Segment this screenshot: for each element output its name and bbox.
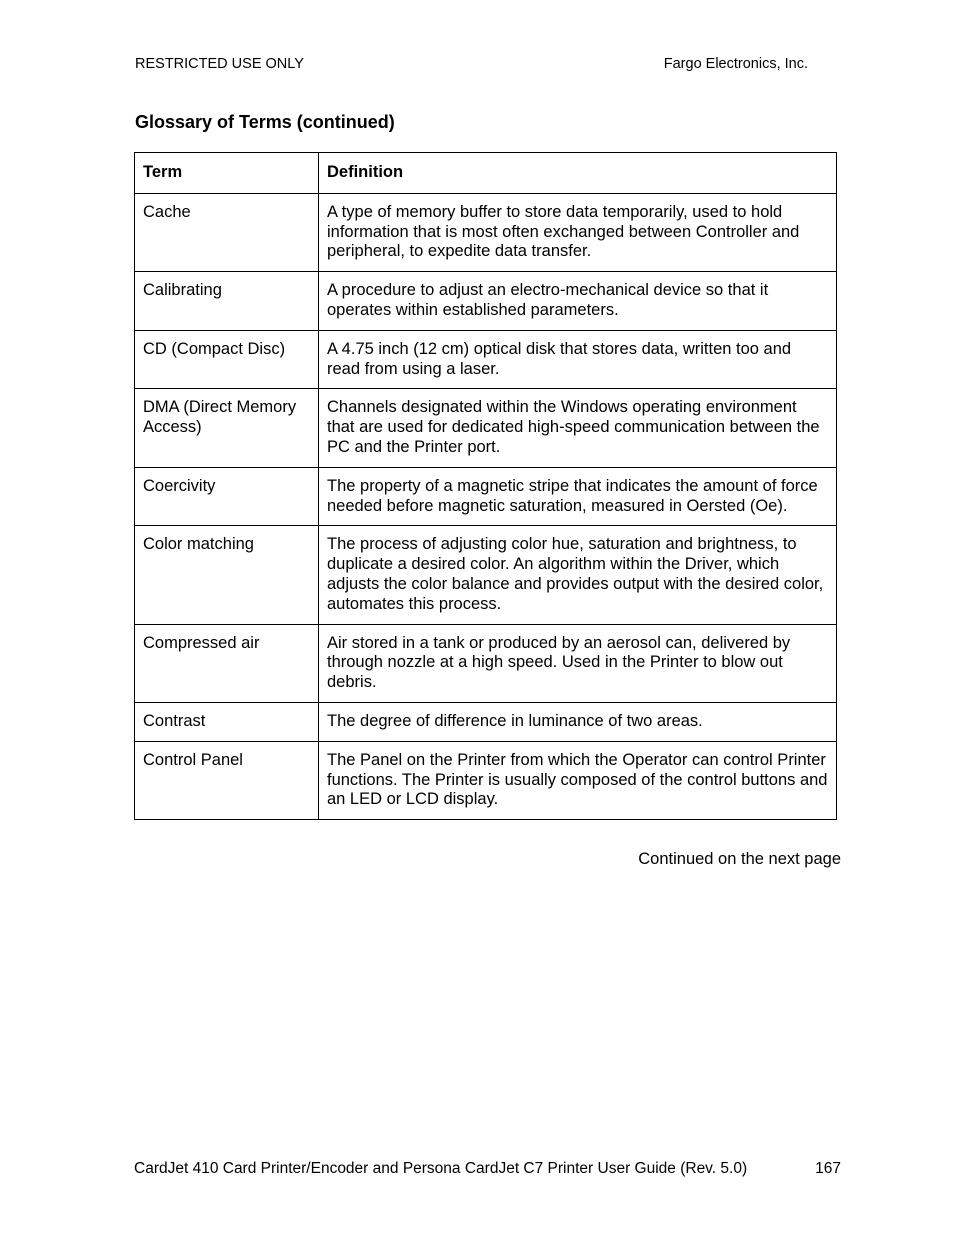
table-row bbox=[135, 389, 837, 467]
table-row bbox=[135, 624, 837, 702]
table-row bbox=[135, 467, 837, 526]
table-row bbox=[135, 330, 837, 389]
term-cell: Calibrating bbox=[135, 272, 319, 331]
column-header-definition: Definition bbox=[319, 153, 837, 194]
term-cell: Color matching bbox=[135, 526, 319, 624]
definition-cell: The process of adjusting color hue, saturation and brightness, to duplicate a desired color. An algorithm within the Driver, which adjusts the color balance and provides output with the desired color, automates this process. bbox=[319, 526, 837, 624]
column-header-term: Term bbox=[135, 153, 319, 194]
header-company-name: Fargo Electronics, Inc. bbox=[663, 56, 808, 72]
glossary-table bbox=[134, 152, 837, 820]
header-restricted-label: RESTRICTED USE ONLY bbox=[135, 56, 304, 72]
term-cell: Control Panel bbox=[135, 741, 319, 819]
definition-cell: The Panel on the Printer from which the Operator can control Printer functions. The Printer is usually composed of the control buttons and an LED or LCD display. bbox=[319, 741, 837, 819]
definition-cell: A 4.75 inch (12 cm) optical disk that stores data, written too and read from using a laser. bbox=[319, 330, 837, 389]
definition-cell: A type of memory buffer to store data temporarily, used to hold information that is most often exchanged between Controller and peripheral, to expedite data transfer. bbox=[319, 193, 837, 271]
table-row bbox=[135, 272, 837, 331]
table-row bbox=[135, 193, 837, 271]
definition-cell: A procedure to adjust an electro-mechanical device so that it operates within established parameters. bbox=[319, 272, 837, 331]
continued-note: Continued on the next page bbox=[638, 850, 841, 868]
footer-document-title: CardJet 410 Card Printer/Encoder and Persona CardJet C7 Printer User Guide (Rev. 5.0) bbox=[134, 1160, 748, 1177]
definition-cell: Channels designated within the Windows operating environment that are used for dedicated high-speed communication between the PC and the Printer port. bbox=[319, 389, 837, 467]
term-cell: Compressed air bbox=[135, 624, 319, 702]
table-row bbox=[135, 702, 837, 741]
term-cell: DMA (Direct Memory Access) bbox=[135, 389, 319, 467]
definition-cell: Air stored in a tank or produced by an aerosol can, delivered by through nozzle at a high speed. Used in the Printer to blow out debris. bbox=[319, 624, 837, 702]
term-cell: CD (Compact Disc) bbox=[135, 330, 319, 389]
footer-page-number: 167 bbox=[815, 1160, 841, 1177]
definition-cell: The degree of difference in luminance of two areas. bbox=[319, 702, 837, 741]
table-row bbox=[135, 741, 837, 819]
definition-cell: The property of a magnetic stripe that indicates the amount of force needed before magnetic saturation, measured in Oersted (Oe). bbox=[319, 467, 837, 526]
term-cell: Contrast bbox=[135, 702, 319, 741]
table-row bbox=[135, 526, 837, 624]
term-cell: Coercivity bbox=[135, 467, 319, 526]
term-cell: Cache bbox=[135, 193, 319, 271]
table-header-row bbox=[135, 153, 837, 194]
section-title: Glossary of Terms (continued) bbox=[135, 112, 395, 132]
